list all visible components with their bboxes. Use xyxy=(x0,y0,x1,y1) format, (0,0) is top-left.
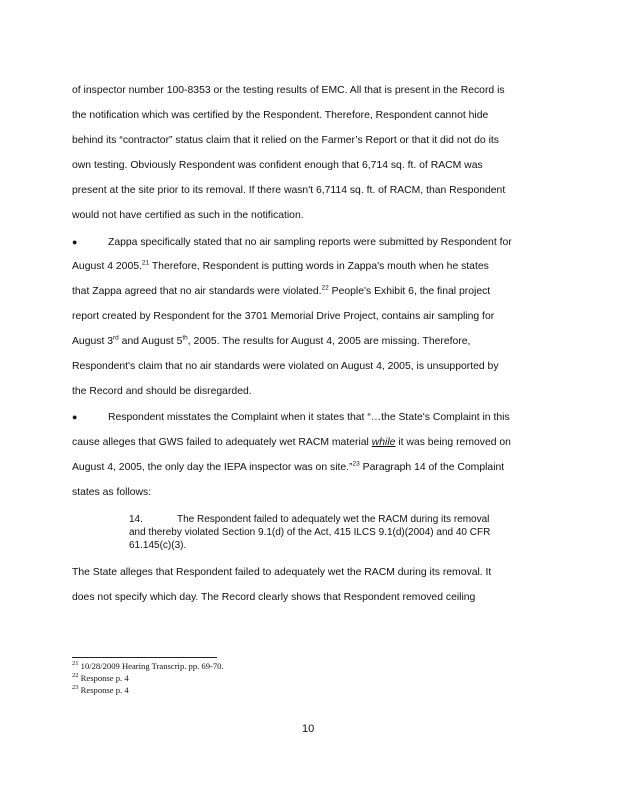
bullet-1-line xyxy=(72,285,490,298)
emphasis-word: while xyxy=(371,437,396,448)
ordinal-suffix: th xyxy=(182,334,188,342)
block-quote-line: and thereby violated Section 9.1(d) of the Act, 415 ILCS 9.1(d)(2004) and 40 CFR xyxy=(129,527,491,538)
quote-paragraph-number: 14. xyxy=(129,514,143,525)
body-line: of inspector number 100-8353 or the testing results of EMC. All that is present in the Record is xyxy=(72,85,505,96)
text-run: cause alleges that GWS failed to adequately wet RACM material xyxy=(72,437,372,448)
bullet-1-line xyxy=(72,335,470,348)
body-line: own testing. Obviously Respondent was confident enough that 6,714 sq. ft. of RACM was xyxy=(72,160,483,171)
text-run: The Respondent failed to adequately wet the RACM during its removal xyxy=(177,514,490,525)
text-run: that Zappa agreed that no air standards were violated. xyxy=(72,286,322,297)
footnote-text: 10/28/2009 Hearing Transcrip. pp. 69-70. xyxy=(78,661,224,671)
bullet-2-line: states as follows: xyxy=(72,487,152,498)
page-number: 10 xyxy=(302,723,315,735)
bullet-2-line: Respondent misstates the Complaint when it states that “…the State's Complaint in this xyxy=(108,412,510,423)
footnote xyxy=(72,685,129,695)
footnote-ref: 21 xyxy=(141,259,150,267)
text-run: Therefore, Respondent is putting words in Zappa's mouth when he states xyxy=(149,261,489,272)
footnote-number: 22 xyxy=(72,672,79,680)
body-line: behind its “contractor” status claim that it relied on the Farmer’s Report or that it did not do its xyxy=(72,135,499,146)
bullet-1-line: Respondent's claim that no air standards were violated on August 4, 2005, is unsupported by xyxy=(72,361,499,372)
bullet-1-line: Zappa specifically stated that no air sampling reports were submitted by Respondent for xyxy=(108,237,512,248)
footnote-ref: 23 xyxy=(352,460,360,468)
bullet-icon: ● xyxy=(72,237,78,247)
bullet-icon: ● xyxy=(72,412,78,422)
text-run: People's Exhibit 6, the final project xyxy=(328,286,491,297)
text-run: and August 5 xyxy=(118,336,183,347)
footnote-ref: 22 xyxy=(321,284,329,292)
text-run: August 4, 2005, the only day the IEPA inspector was on site.” xyxy=(72,462,353,473)
footnote-number: 21 xyxy=(72,660,79,668)
body-line: The State alleges that Respondent failed to adequately wet the RACM during its removal. It xyxy=(72,567,492,578)
body-line: the notification which was certified by the Respondent. Therefore, Respondent cannot hide xyxy=(72,110,489,121)
bullet-1-line: the Record and should be disregarded. xyxy=(72,386,252,397)
footnote-text: Response p. 4 xyxy=(78,673,129,683)
bullet-2-line xyxy=(72,461,504,474)
block-quote-line: 61.145(c)(3). xyxy=(129,540,187,551)
text-run: Paragraph 14 of the Complaint xyxy=(359,462,505,473)
footnote-number: 23 xyxy=(72,684,79,692)
footnote-separator xyxy=(72,657,217,658)
ordinal-suffix: rd xyxy=(113,334,119,342)
body-line: present at the site prior to its removal. If there wasn't 6,7114 sq. ft. of RACM, than Respondent xyxy=(72,185,506,196)
text-run: August 3 xyxy=(72,336,114,347)
text-run: , 2005. The results for August 4, 2005 are missing. Therefore, xyxy=(187,336,471,347)
text-run: it was being removed on xyxy=(395,437,511,448)
footnote-text: Response p. 4 xyxy=(78,685,129,695)
footnote xyxy=(72,661,224,671)
block-quote-line xyxy=(129,514,489,527)
body-line: does not specify which day. The Record clearly shows that Respondent removed ceiling xyxy=(72,592,476,603)
text-run: August 4 2005. xyxy=(72,261,142,272)
bullet-2-line xyxy=(72,436,511,449)
footnote xyxy=(72,673,129,683)
bullet-1-line xyxy=(72,260,489,273)
bullet-1-line: report created by Respondent for the 3701 Memorial Drive Project, contains air sampling for xyxy=(72,311,495,322)
body-line: would not have certified as such in the notification. xyxy=(72,210,304,221)
